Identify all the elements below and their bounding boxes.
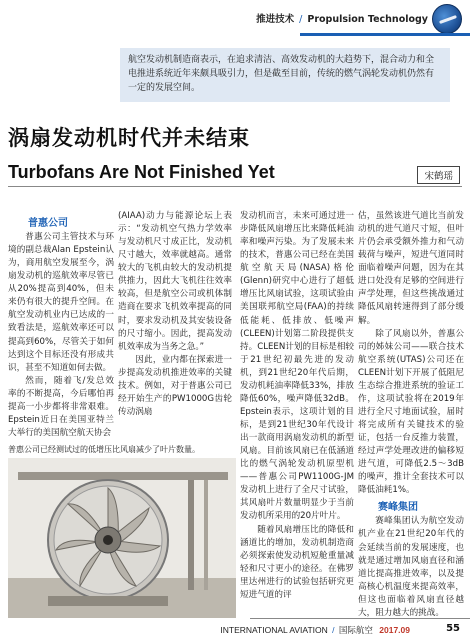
title-divider [8,186,462,187]
paragraph: 估，虽然该进气道比当前发动机的进气道尺寸短，但叶片仍会承受额外推力和气动载荷与噪声，短进气道同时面临着噪声问题，因为在其进口处没有足够的空间进行声学处理，但这些挑战通过降低风扇转速得到了部分缓解。 [358,211,464,326]
issue-date: 2017.09 [379,625,410,635]
section-title [256,11,428,25]
header-accent-bar [300,33,470,36]
section-heading-safran: 赛峰集团 [378,502,418,514]
paragraph: 发动机而言，未来可通过进一步降低风扇增压比来降低耗油率和噪声污染。为了发展未来的技术，普惠公司已经在美国航空航天局(NASA)格伦(Glenn)研究中心进行了超低增压比风扇试验，这项试验由美国联邦航空局(FAA)的持续低能耗、低排放、低噪声(CLEEN)计划第二阶段提供支持。CLEEN计划的目标是相较于21世纪初最先进的发动机，到21世纪20年代后期，发动机耗油率降低33%，排放降低60%，噪声降低32dB。Epstein表示，这项计划的目标，是到21世纪30年代设计出一款商用涡扇发动机的新型风扇。目前该风扇已在低涵道比的燃气涡轮发动机原型机——普惠公司PW1100G-JM发动机上进行了全尺寸试验，其风扇叶片数量明显少于当前发动机所采用的20片叶片。 [240,211,355,522]
article-title-cn: 涡扇发动机时代并未结束 [8,125,250,150]
column-4 [358,210,464,620]
page-number: 55 [446,623,460,634]
page-footer [0,618,470,640]
magazine-name-cn: 国际航空 [338,625,373,635]
fan-photo [8,458,236,618]
paragraph: 赛峰集团认为航空发动机产业在21世纪20年代的会延续当前的发展速度，也就是通过增加风扇直径和涵道比提高推进效率，以及提高核心机温度来提高效率，但这也面临着风扇直径越大，阻力越大的挑战。 [358,516,464,618]
section-title-en: Propulsion Technology [307,14,428,25]
section-title-cn: 推进技术 [256,14,295,25]
turbofan-fan-illustration [8,458,236,618]
column-3 [240,210,354,602]
section-heading-pw: 普惠公司 [28,218,68,229]
magazine-separator: / [332,625,335,635]
paragraph: (AIAA)动力与能源论坛上表示：“发动机空气热力学效率与发动机尺寸成正比，发动机尺寸越大，效率就越高。通常较大的飞机由较大的发动机提供推力，因此大飞机往往效率较高，但是航空公司或机体制造商在要求飞机效率提高的同时，要求发动机及其安装设备的尺寸缩小。因此，提高发动机效率成为当务之急。” [118,211,232,352]
paragraph: 除了风扇以外，普惠公司的姊妹公司——联合技术航空系统(UTAS)公司还在CLEEN计划下开展了低阻尼生态综合推进系统的验证工作，这项试验将在2019年进行全尺寸地面试验，届时将完成所有关键技术的验证，包括一台反推力装置，经过声学处理改进的偏移短进气道，可降低2.5～3dB的噪声，推计全套技术可以降低油耗1%。 [358,328,464,496]
article-title-en: Turbofans Are Not Finished Yet [8,162,275,182]
column-1 [8,217,114,440]
paragraph: 普惠公司主管技术与环境的副总裁Alan Epstein认为，商用航空发展至今，涡扇发动机的巡航效率尽管已从20%提高到40%，但未来仍有很大的提升空间。在航空发动机业内已达成的一致看法是，巡航效率还可以提高到60%，尽管关于如何达到这个目标还没有形成共识，甚至不知道如何去做。 [8,232,114,373]
paragraph: 随着风扇增压比的降低和涵道比的增加，发动机制造商必须探索使发动机短舱重量减轻和尺寸更小的途径。在佛罗里达州进行的试验包括研究更短进气道的评 [240,524,354,600]
jet-engine-logo-icon [432,4,462,34]
column-2 [118,210,232,419]
paragraph: 然而，随着飞/发总效率的不断提高，今后哪怕再提高一小步都将非常艰难。Epstein近日在美国亚特兰大举行的美国航空航天协会 [8,375,114,438]
figure-caption: 普惠公司已经测试过的低增压比风扇减少了叶片数量。 [8,445,200,454]
author-name: 宋鹤瑶 [417,166,460,184]
section-separator: / [299,14,303,25]
magazine-name [220,624,410,636]
magazine-name-en: INTERNATIONAL AVIATION [220,625,328,635]
article-lead: 航空发动机制造商表示，在追求清洁、高效发动机的大趋势下，混合动力和全电推进系统近年来颇具吸引力，但是截至目前，传统的燃气涡轮发动机仍然有一定的发展空间。 [120,48,450,102]
paragraph: 因此，业内都在探索进一步提高发动机推进效率的关键技术。例如，对于普惠公司已经开始生产的PW1000G齿轮传动涡扇 [118,354,232,417]
